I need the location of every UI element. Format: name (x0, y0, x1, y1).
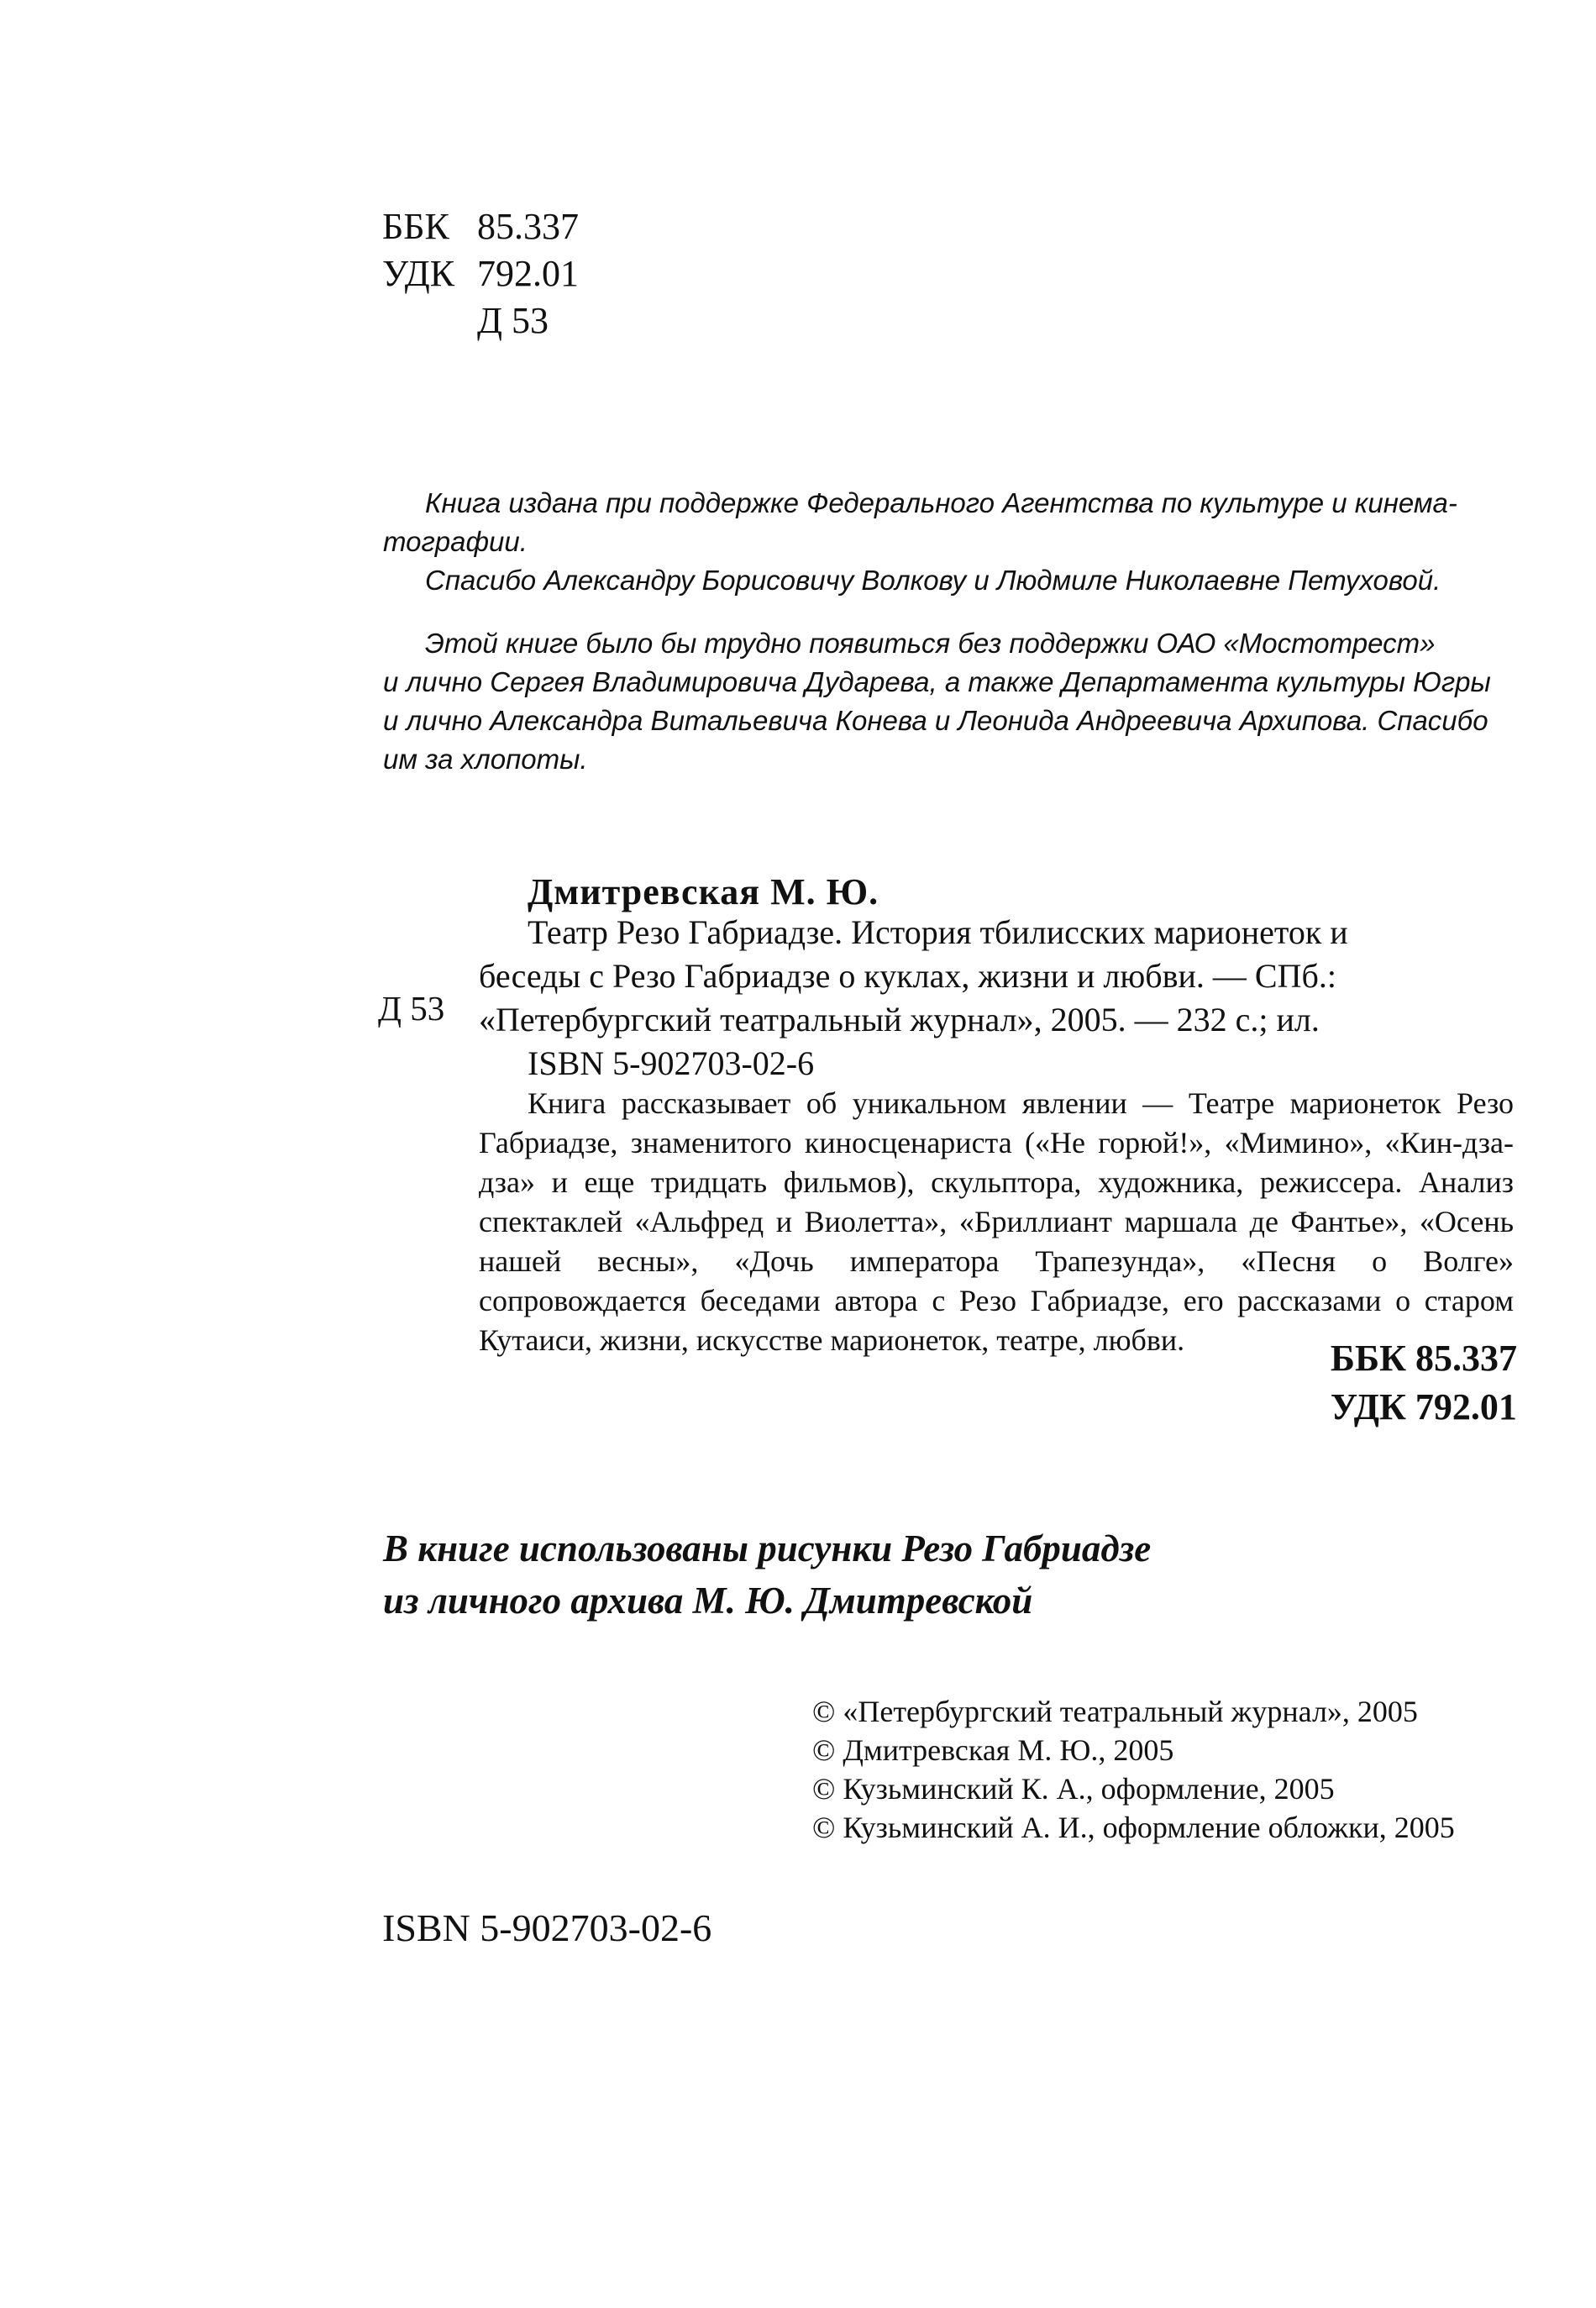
card-udk: УДК 792.01 (1330, 1386, 1517, 1427)
annotation-text: Книга рассказывает об уникальном явлении — Театре марионеток Резо Габриадзе, знаменитого киносценариста («Не горюй!», «Мимино», «Кин-дза-дза» и еще тридцать фильмов), скульптора, художника, режиссера. Анализ спектаклей «Альфред и Виолетта», «Бриллиант маршала де Фантье», «Осень нашей весны», «Дочь императора Трапезунда», «Песня о Волге» сопровождается беседами автора с Резо Габриадзе, его рассказами о старом Кутаиси, жизни, искусстве марионеток, театре, любви. (479, 1086, 1514, 1357)
ack-line: Книга издана при поддержке Федерального Агентства по культуре и кинема- (425, 487, 1457, 518)
illustrations-note (383, 1522, 1151, 1627)
copyright-block (812, 1692, 1455, 1847)
card-annotation (479, 1084, 1514, 1360)
card-title-block (479, 911, 1462, 1086)
isbn: ISBN 5-902703-02-6 (382, 1906, 712, 1949)
bbk-value: 85.337 (477, 206, 579, 247)
ack-line: тографии. (383, 526, 528, 557)
card-isbn: ISBN 5-902703-02-6 (528, 1044, 815, 1082)
bbk-label: ББК (382, 206, 449, 247)
copyright-line: © Дмитревская М. Ю., 2005 (812, 1733, 1174, 1767)
card-bbk: ББК 85.337 (1330, 1338, 1517, 1379)
author-mark: Д 53 (477, 300, 549, 341)
ack-line: и лично Сергея Владимировича Дударева, а также Департамента культуры Югры (383, 666, 1491, 697)
copyright-line: © Кузьминский А. И., оформление обложки, 2005 (812, 1811, 1455, 1844)
illustrations-line: В книге использованы рисунки Резо Габриадзе (383, 1527, 1152, 1569)
card-title-line: Театр Резо Габриадзе. История тбилисских марионеток и (528, 913, 1348, 951)
classification-block (382, 203, 579, 344)
udk-value: 792.01 (477, 253, 579, 294)
udk-label: УДК (382, 253, 455, 294)
card-title-line: «Петербургский театральный журнал», 2005. — 232 с.; ил. (479, 1001, 1320, 1038)
illustrations-line: из личного архива М. Ю. Дмитревской (383, 1580, 1033, 1622)
card-title-line: беседы с Резо Габриадзе о куклах, жизни и любви. — СПб.: (479, 957, 1336, 995)
bbk-row (382, 203, 579, 250)
copyright-line: © Кузьминский К. А., оформление, 2005 (812, 1772, 1335, 1806)
ack-line: Спасибо Александру Борисовичу Волкову и Людмиле Николаевне Петуховой. (425, 565, 1441, 596)
acknowledgement-paragraph-1 (383, 484, 1536, 600)
udk-row (382, 250, 579, 297)
card-author-mark: Д 53 (378, 989, 445, 1028)
ack-line: Этой книге было бы трудно появиться без поддержки ОАО «Мостотрест» (425, 628, 1436, 659)
ack-line: им за хлопоты. (383, 744, 588, 775)
ack-line: и лично Александра Витальевича Конева и Леонида Андреевича Архипова. Спасибо (383, 705, 1488, 736)
card-author: Дмитревская М. Ю. (528, 871, 879, 912)
card-index-codes (1331, 1334, 1517, 1432)
copyright-line: © «Петербургский театральный журнал», 2005 (812, 1695, 1418, 1728)
acknowledgement-paragraph-2 (383, 624, 1536, 779)
